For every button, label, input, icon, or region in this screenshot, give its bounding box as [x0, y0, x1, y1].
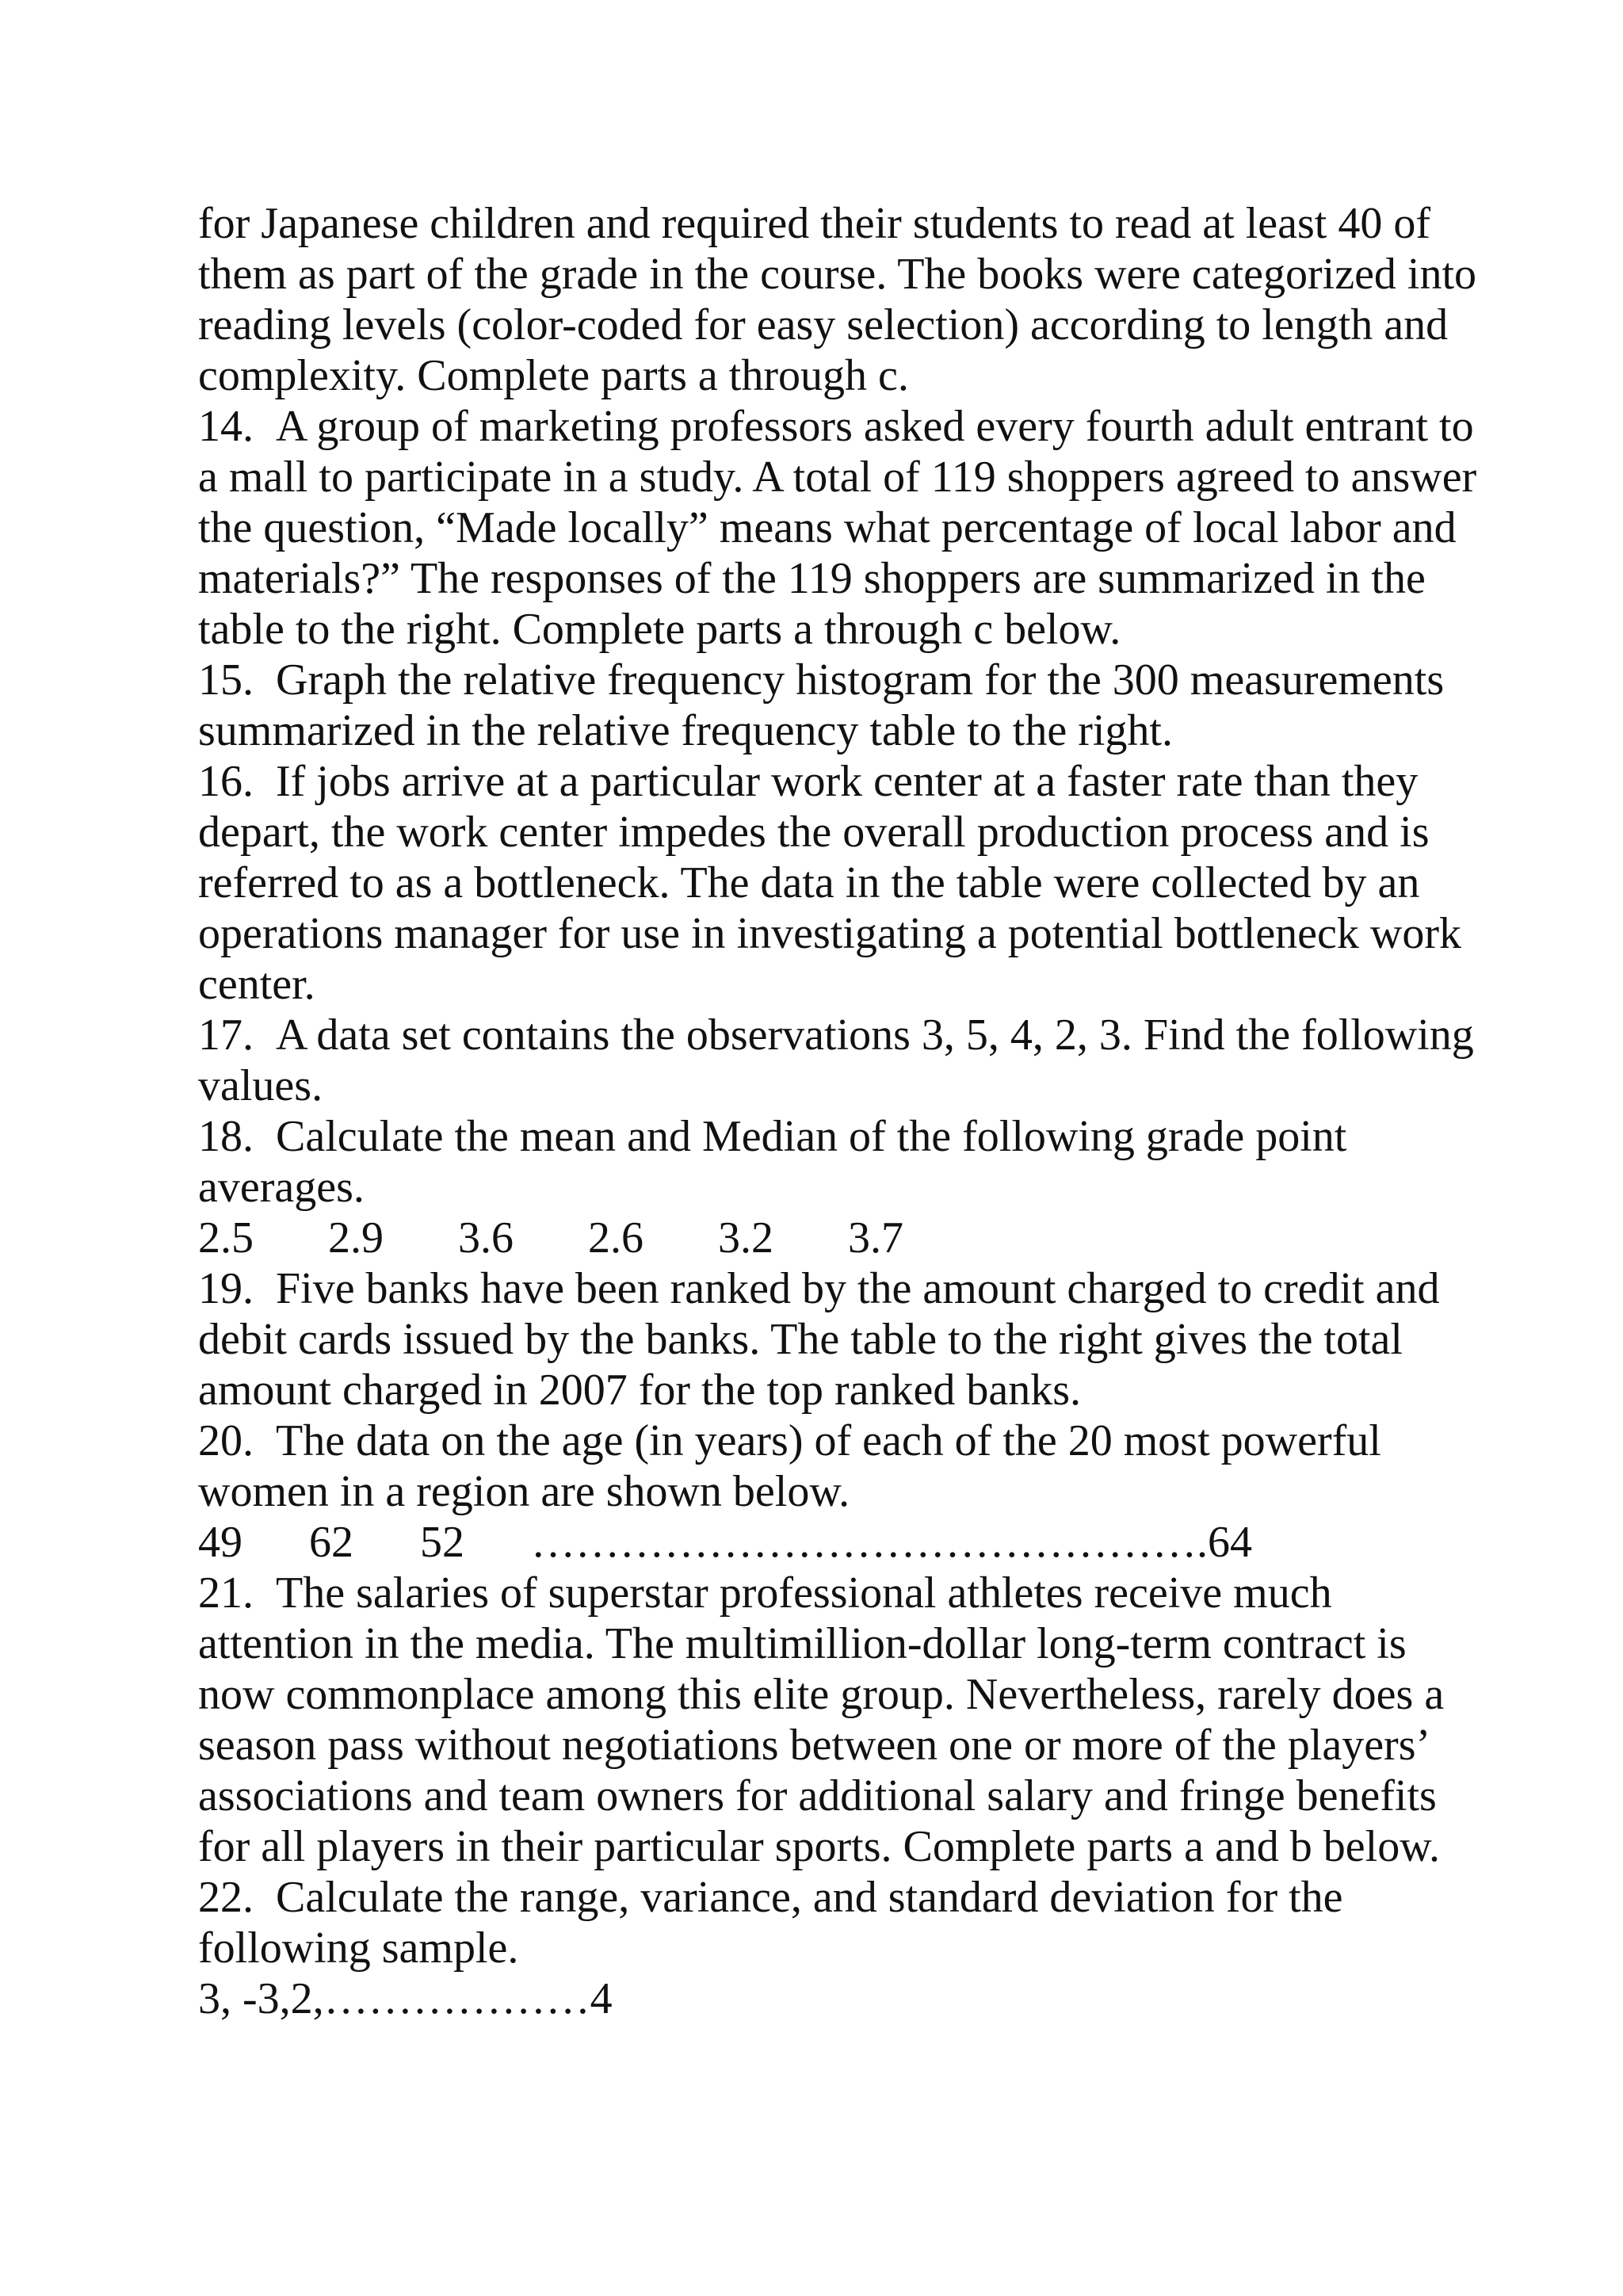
question-number: 20. [198, 1416, 254, 1465]
gpa-value: 2.5 [198, 1213, 254, 1263]
question-number: 14. [198, 402, 254, 451]
question-text: If jobs arrive at a particular work center at a faster rate than they depart, the work center impedes the overall production process and is referred to as a bottleneck. The data in the table were collected by an operations manager for use in investigating a potential bottleneck work center. [198, 757, 1461, 1009]
question-text: A data set contains the observations 3, 5, 4, 2, 3. Find the following values. [198, 1010, 1474, 1110]
question-21 [198, 1568, 1482, 1872]
question-text: Calculate the mean and Median of the following grade point averages. [198, 1112, 1347, 1212]
question-19 [198, 1263, 1482, 1415]
gpa-value: 3.2 [718, 1213, 773, 1263]
question-18 [198, 1111, 1482, 1213]
question-text: Graph the relative frequency histogram for the 300 measurements summarized in the relative frequency table to the right. [198, 655, 1445, 755]
question-number: 17. [198, 1010, 254, 1060]
age-values-ellipsis: ……………………………………….64 [531, 1518, 1252, 1567]
question-15 [198, 655, 1482, 756]
question-text: Five banks have been ranked by the amount charged to credit and debit cards issued by the banks. The table to the right gives the total amount charged in 2007 for the top ranked banks. [198, 1264, 1440, 1415]
gpa-value: 2.6 [588, 1213, 643, 1263]
question-16 [198, 756, 1482, 1010]
question-number: 16. [198, 757, 254, 806]
question-text: The salaries of superstar professional athletes receive much attention in the media. The multimillion-dollar long-term contract is now commonplace among this elite group. Nevertheless, rarely does a season pass without negotiations between one or more of the players’ associations and team owners for additional salary and fringe benefits for all players in their particular sports. Complete parts a and b below. [198, 1568, 1445, 1871]
gpa-value: 3.7 [848, 1213, 903, 1263]
question-number: 22. [198, 1873, 254, 1922]
intro-paragraph: for Japanese children and required their students to read at least 40 of them as part of the grade in the course. The books were categorized into reading levels (color-coded for easy selection) according to length and complexity. Complete parts a through c. [198, 199, 1477, 400]
question-22 [198, 1872, 1482, 1973]
document-page [198, 198, 1482, 2024]
sample-values-row: 3, -3,2,………………4 [198, 1974, 613, 2023]
question-number: 19. [198, 1264, 254, 1313]
question-text: The data on the age (in years) of each of the 20 most powerful women in a region are shown below. [198, 1416, 1381, 1516]
gpa-values-row [198, 1213, 1482, 1263]
question-14 [198, 401, 1482, 655]
ages-row [198, 1517, 1482, 1568]
question-number: 15. [198, 655, 254, 705]
age-value: 49 [198, 1518, 242, 1567]
question-text: Calculate the range, variance, and standard deviation for the following sample. [198, 1873, 1343, 1973]
question-number: 21. [198, 1568, 254, 1618]
gpa-value: 3.6 [458, 1213, 514, 1263]
question-number: 18. [198, 1112, 254, 1161]
gpa-value: 2.9 [328, 1213, 384, 1263]
age-value: 52 [420, 1518, 464, 1567]
question-17 [198, 1010, 1482, 1111]
question-20 [198, 1415, 1482, 1517]
age-value: 62 [309, 1518, 353, 1567]
question-text: A group of marketing professors asked every fourth adult entrant to a mall to participate in a study. A total of 119 shoppers agreed to answer the question, “Made locally” means what percentage of local labor and materials?” The responses of the 119 shoppers are summarized in the table to the right. Complete parts a through c below. [198, 402, 1477, 654]
